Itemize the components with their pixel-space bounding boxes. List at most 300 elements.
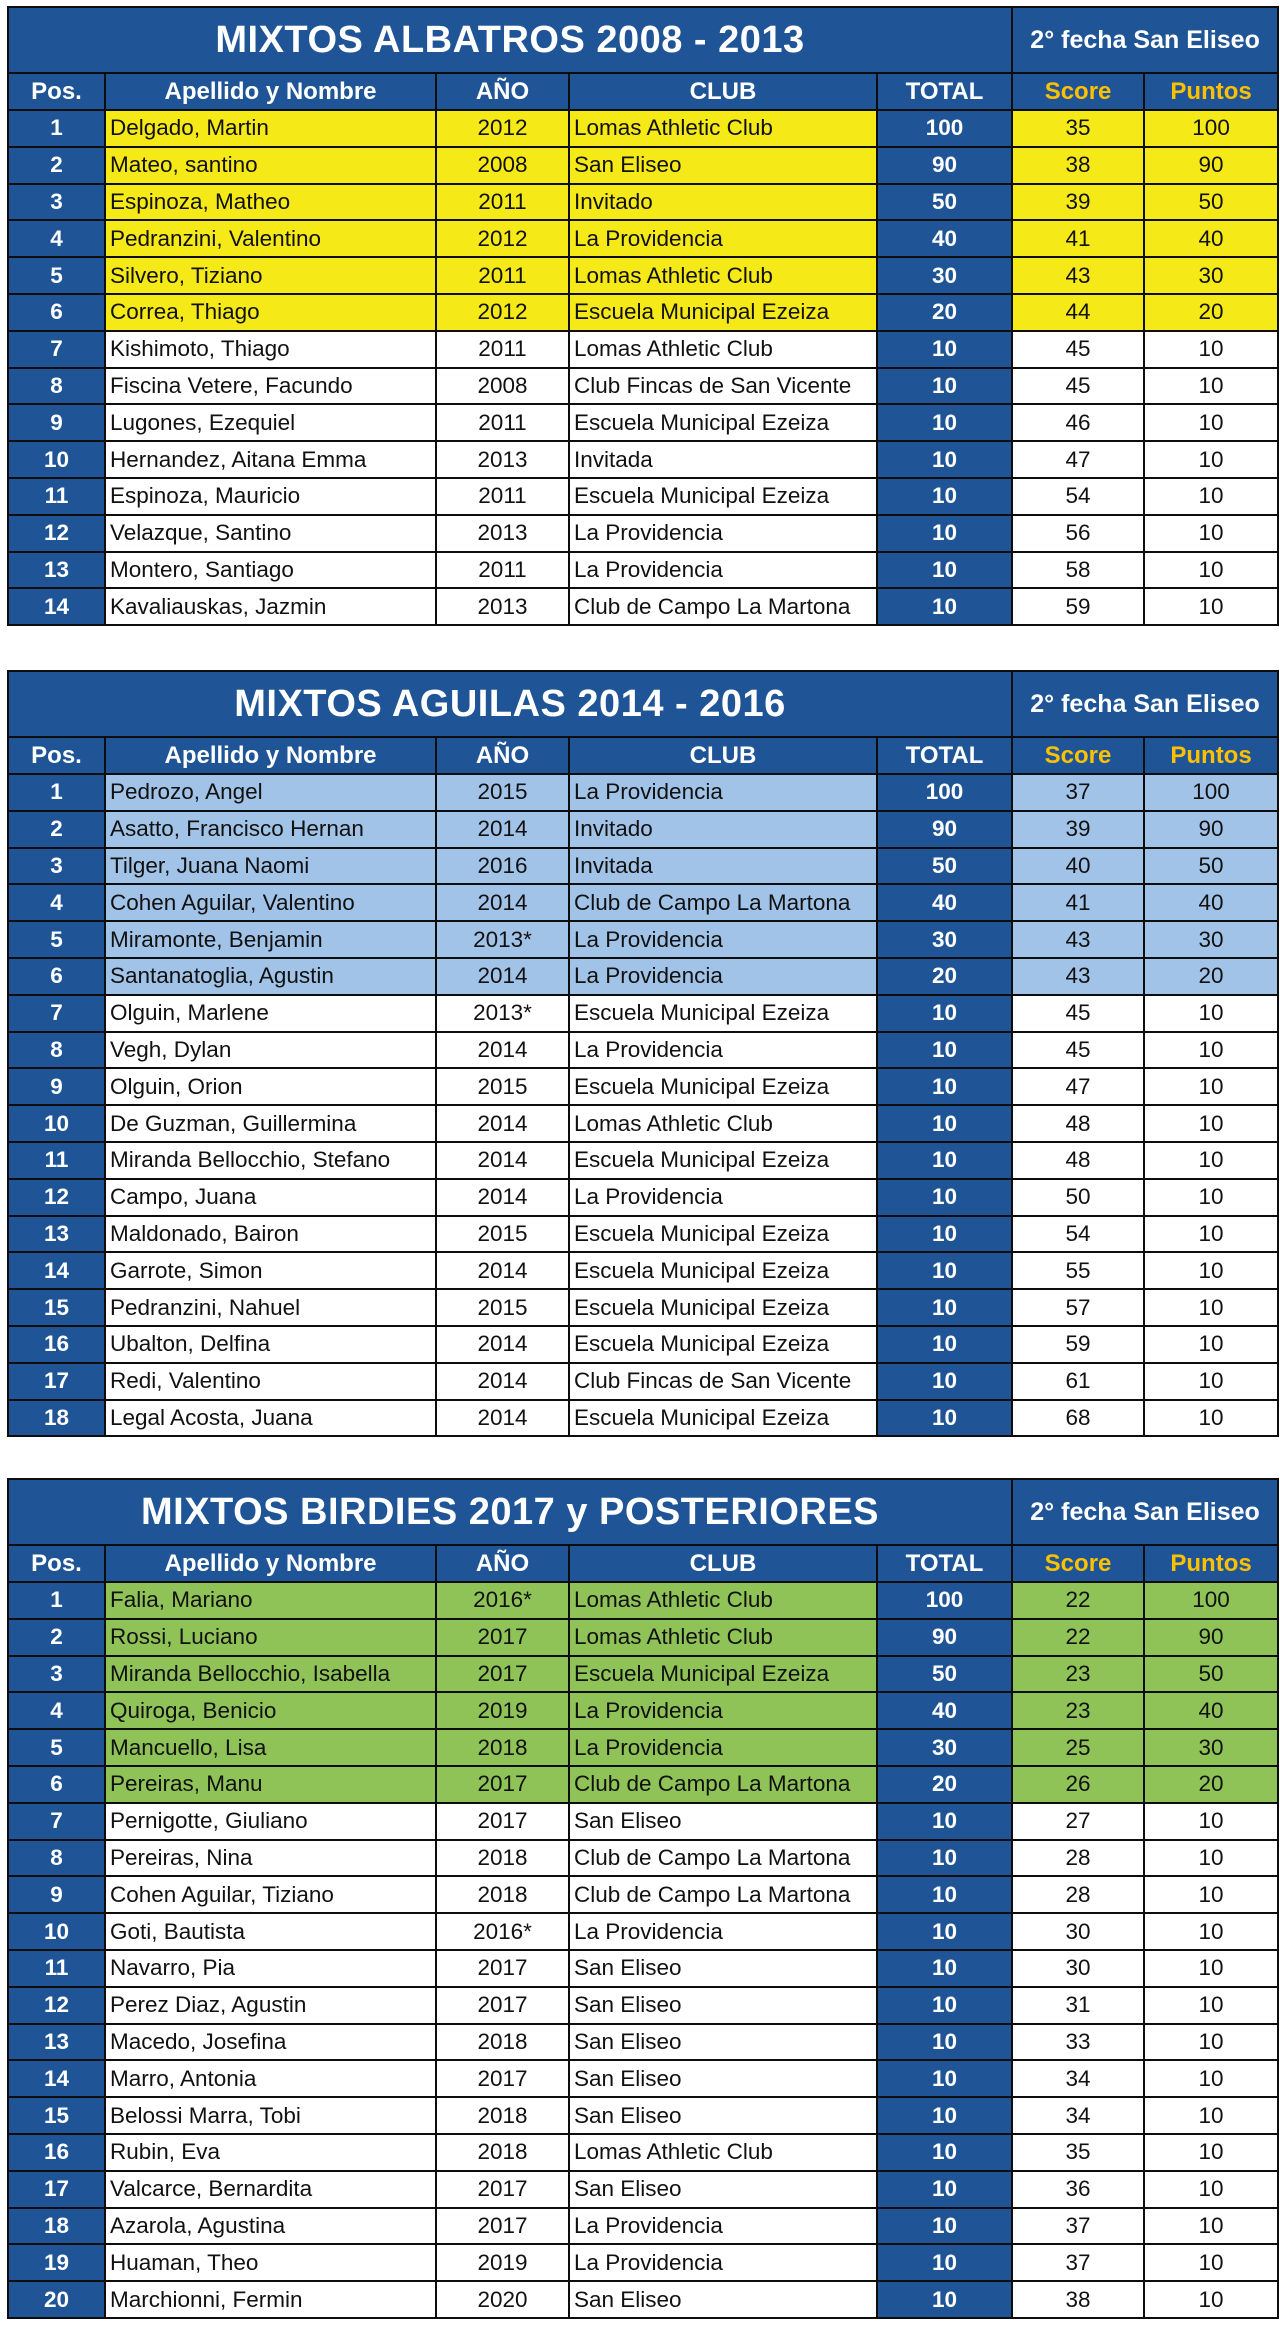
cell-pos: 4 [8,220,105,257]
header-pos: Pos. [8,737,105,774]
cell-ano: 2015 [436,1216,569,1253]
cell-pos: 13 [8,2024,105,2061]
cell-club: La Providencia [569,1692,877,1729]
cell-club: La Providencia [569,220,877,257]
cell-puntos: 10 [1144,1289,1278,1326]
cell-name: Belossi Marra, Tobi [105,2097,436,2134]
table-row [8,2281,1278,2318]
table-row [8,921,1278,958]
cell-puntos: 10 [1144,368,1278,405]
cell-club: La Providencia [569,2208,877,2245]
header-club: CLUB [569,1545,877,1582]
cell-puntos: 10 [1144,1142,1278,1179]
cell-total: 10 [877,2281,1012,2318]
cell-score: 50 [1012,1179,1144,1216]
cell-pos: 12 [8,1179,105,1216]
cell-name: Vegh, Dylan [105,1032,436,1069]
cell-puntos: 10 [1144,1363,1278,1400]
cell-name: Pereiras, Manu [105,1766,436,1803]
cell-total: 10 [877,1400,1012,1437]
header-name: Apellido y Nombre [105,737,436,774]
cell-pos: 5 [8,257,105,294]
table-row [8,848,1278,885]
cell-puntos: 10 [1144,1068,1278,1105]
cell-club: Escuela Municipal Ezeiza [569,995,877,1032]
cell-puntos: 40 [1144,220,1278,257]
cell-score: 37 [1012,774,1144,811]
cell-puntos: 90 [1144,147,1278,184]
cell-total: 10 [877,1216,1012,1253]
cell-total: 10 [877,404,1012,441]
cell-name: Olguin, Orion [105,1068,436,1105]
cell-puntos: 10 [1144,1913,1278,1950]
cell-score: 30 [1012,1913,1144,1950]
cell-total: 10 [877,1876,1012,1913]
cell-total: 20 [877,1766,1012,1803]
column-header-row [8,1545,1278,1582]
cell-score: 37 [1012,2244,1144,2281]
cell-name: Azarola, Agustina [105,2208,436,2245]
cell-ano: 2016* [436,1913,569,1950]
cell-puntos: 90 [1144,1619,1278,1656]
cell-puntos: 10 [1144,2060,1278,2097]
column-header-row [8,737,1278,774]
header-score: Score [1012,1545,1144,1582]
cell-score: 54 [1012,478,1144,515]
cell-ano: 2014 [436,1142,569,1179]
table-row [8,1363,1278,1400]
cell-total: 10 [877,1179,1012,1216]
cell-club: La Providencia [569,2244,877,2281]
cell-pos: 9 [8,1068,105,1105]
table-row [8,2134,1278,2171]
cell-ano: 2015 [436,774,569,811]
cell-total: 10 [877,1987,1012,2024]
cell-total: 40 [877,220,1012,257]
cell-ano: 2008 [436,368,569,405]
cell-puntos: 10 [1144,2208,1278,2245]
table-row [8,958,1278,995]
cell-score: 43 [1012,257,1144,294]
cell-pos: 14 [8,1252,105,1289]
cell-name: Mancuello, Lisa [105,1729,436,1766]
cell-club: Escuela Municipal Ezeiza [569,1216,877,1253]
section-title: MIXTOS BIRDIES 2017 y POSTERIORES [8,1479,1012,1545]
cell-ano: 2011 [436,552,569,589]
cell-total: 10 [877,2060,1012,2097]
header-puntos: Puntos [1144,737,1278,774]
cell-puntos: 10 [1144,441,1278,478]
cell-total: 10 [877,368,1012,405]
cell-club: Escuela Municipal Ezeiza [569,1656,877,1693]
cell-pos: 16 [8,2134,105,2171]
cell-ano: 2014 [436,1326,569,1363]
cell-name: Valcarce, Bernardita [105,2171,436,2208]
cell-total: 10 [877,995,1012,1032]
cell-puntos: 10 [1144,1876,1278,1913]
cell-club: Club Fincas de San Vicente [569,368,877,405]
table-row [8,441,1278,478]
cell-score: 45 [1012,368,1144,405]
cell-club: Escuela Municipal Ezeiza [569,478,877,515]
cell-puntos: 30 [1144,1729,1278,1766]
cell-ano: 2014 [436,1363,569,1400]
header-score: Score [1012,73,1144,110]
cell-club: San Eliseo [569,2171,877,2208]
table-row [8,1032,1278,1069]
cell-pos: 1 [8,774,105,811]
cell-name: Pereiras, Nina [105,1840,436,1877]
cell-score: 34 [1012,2060,1144,2097]
cell-club: La Providencia [569,552,877,589]
fecha-label: 2° fecha San Eliseo [1012,671,1278,737]
cell-ano: 2012 [436,110,569,147]
cell-pos: 9 [8,404,105,441]
table-row [8,552,1278,589]
cell-name: Fiscina Vetere, Facundo [105,368,436,405]
header-pos: Pos. [8,1545,105,1582]
column-header-row [8,73,1278,110]
cell-club: La Providencia [569,921,877,958]
cell-ano: 2018 [436,2024,569,2061]
cell-score: 36 [1012,2171,1144,2208]
cell-score: 43 [1012,958,1144,995]
cell-pos: 15 [8,1289,105,1326]
cell-puntos: 10 [1144,1950,1278,1987]
table-row [8,404,1278,441]
cell-ano: 2017 [436,1803,569,1840]
table-row [8,1105,1278,1142]
cell-name: Miramonte, Benjamin [105,921,436,958]
cell-name: Cohen Aguilar, Valentino [105,884,436,921]
cell-ano: 2012 [436,294,569,331]
table-row [8,1987,1278,2024]
cell-ano: 2011 [436,404,569,441]
cell-score: 28 [1012,1876,1144,1913]
cell-puntos: 20 [1144,958,1278,995]
cell-total: 50 [877,1656,1012,1693]
cell-pos: 4 [8,884,105,921]
cell-puntos: 10 [1144,1326,1278,1363]
cell-name: Espinoza, Matheo [105,184,436,221]
cell-score: 39 [1012,184,1144,221]
cell-club: La Providencia [569,515,877,552]
table-row [8,220,1278,257]
standings-table-3 [7,1478,1277,2319]
cell-score: 43 [1012,921,1144,958]
cell-total: 10 [877,1913,1012,1950]
table-row [8,2208,1278,2245]
cell-name: Redi, Valentino [105,1363,436,1400]
cell-pos: 6 [8,294,105,331]
cell-total: 100 [877,1582,1012,1619]
cell-total: 40 [877,1692,1012,1729]
table-row [8,110,1278,147]
cell-puntos: 10 [1144,2097,1278,2134]
fecha-label: 2° fecha San Eliseo [1012,1479,1278,1545]
cell-puntos: 10 [1144,552,1278,589]
cell-total: 40 [877,884,1012,921]
table-row [8,2060,1278,2097]
section-title: MIXTOS AGUILAS 2014 - 2016 [8,671,1012,737]
cell-ano: 2017 [436,2208,569,2245]
cell-total: 20 [877,294,1012,331]
table-row [8,995,1278,1032]
cell-ano: 2013 [436,515,569,552]
cell-club: Club de Campo La Martona [569,1766,877,1803]
cell-pos: 17 [8,1363,105,1400]
cell-name: Cohen Aguilar, Tiziano [105,1876,436,1913]
cell-score: 57 [1012,1289,1144,1326]
cell-pos: 8 [8,368,105,405]
cell-club: Lomas Athletic Club [569,1582,877,1619]
standings-table-1 [7,6,1277,626]
cell-total: 100 [877,110,1012,147]
table-row [8,884,1278,921]
cell-ano: 2013* [436,995,569,1032]
cell-name: Legal Acosta, Juana [105,1400,436,1437]
cell-pos: 11 [8,1950,105,1987]
cell-name: Navarro, Pia [105,1950,436,1987]
table-row [8,1216,1278,1253]
table-row [8,1326,1278,1363]
table-row [8,1656,1278,1693]
cell-ano: 2018 [436,2134,569,2171]
cell-score: 34 [1012,2097,1144,2134]
cell-score: 47 [1012,1068,1144,1105]
cell-total: 10 [877,441,1012,478]
cell-ano: 2017 [436,1619,569,1656]
cell-name: Mateo, santino [105,147,436,184]
table-row [8,1803,1278,1840]
cell-ano: 2015 [436,1068,569,1105]
cell-ano: 2014 [436,958,569,995]
cell-total: 90 [877,147,1012,184]
cell-name: Silvero, Tiziano [105,257,436,294]
header-total: TOTAL [877,1545,1012,1582]
cell-club: San Eliseo [569,147,877,184]
cell-name: Espinoza, Mauricio [105,478,436,515]
cell-name: Lugones, Ezequiel [105,404,436,441]
standings-table-2 [7,670,1277,1437]
table-row [8,1766,1278,1803]
cell-pos: 5 [8,1729,105,1766]
cell-ano: 2017 [436,1987,569,2024]
cell-total: 10 [877,2097,1012,2134]
cell-total: 20 [877,958,1012,995]
cell-score: 58 [1012,552,1144,589]
cell-puntos: 10 [1144,1840,1278,1877]
cell-total: 30 [877,921,1012,958]
cell-name: Pedranzini, Nahuel [105,1289,436,1326]
cell-ano: 2017 [436,1950,569,1987]
cell-pos: 3 [8,848,105,885]
table-row [8,1692,1278,1729]
cell-name: Kishimoto, Thiago [105,331,436,368]
cell-total: 10 [877,2024,1012,2061]
cell-name: De Guzman, Guillermina [105,1105,436,1142]
cell-pos: 15 [8,2097,105,2134]
table-row [8,294,1278,331]
cell-pos: 5 [8,921,105,958]
cell-puntos: 10 [1144,1105,1278,1142]
cell-puntos: 10 [1144,1032,1278,1069]
cell-score: 56 [1012,515,1144,552]
cell-score: 28 [1012,1840,1144,1877]
cell-pos: 18 [8,1400,105,1437]
cell-club: Lomas Athletic Club [569,331,877,368]
cell-score: 61 [1012,1363,1144,1400]
cell-ano: 2014 [436,1179,569,1216]
cell-score: 35 [1012,110,1144,147]
table-row [8,1142,1278,1179]
cell-club: Club Fincas de San Vicente [569,1363,877,1400]
cell-pos: 8 [8,1840,105,1877]
cell-club: Invitada [569,848,877,885]
cell-name: Pedrozo, Angel [105,774,436,811]
cell-ano: 2014 [436,1252,569,1289]
cell-puntos: 10 [1144,404,1278,441]
cell-score: 59 [1012,1326,1144,1363]
cell-ano: 2014 [436,1400,569,1437]
cell-score: 48 [1012,1142,1144,1179]
cell-club: Escuela Municipal Ezeiza [569,294,877,331]
cell-ano: 2018 [436,1876,569,1913]
cell-total: 10 [877,2134,1012,2171]
cell-club: Lomas Athletic Club [569,1105,877,1142]
cell-score: 38 [1012,147,1144,184]
cell-pos: 6 [8,958,105,995]
cell-puntos: 100 [1144,110,1278,147]
cell-total: 10 [877,1803,1012,1840]
cell-ano: 2014 [436,1032,569,1069]
cell-total: 10 [877,1105,1012,1142]
table-row [8,1729,1278,1766]
cell-name: Marro, Antonia [105,2060,436,2097]
cell-pos: 10 [8,441,105,478]
cell-ano: 2017 [436,2171,569,2208]
cell-score: 39 [1012,811,1144,848]
cell-puntos: 10 [1144,2171,1278,2208]
table-row [8,1179,1278,1216]
cell-pos: 14 [8,588,105,625]
cell-puntos: 10 [1144,478,1278,515]
cell-score: 45 [1012,1032,1144,1069]
cell-name: Rubin, Eva [105,2134,436,2171]
cell-club: San Eliseo [569,2060,877,2097]
cell-score: 23 [1012,1656,1144,1693]
table-row [8,184,1278,221]
table-row [8,2097,1278,2134]
cell-puntos: 10 [1144,1987,1278,2024]
cell-pos: 13 [8,552,105,589]
header-pos: Pos. [8,73,105,110]
cell-club: San Eliseo [569,1803,877,1840]
cell-pos: 8 [8,1032,105,1069]
cell-club: San Eliseo [569,2097,877,2134]
cell-score: 68 [1012,1400,1144,1437]
cell-score: 26 [1012,1766,1144,1803]
cell-score: 41 [1012,220,1144,257]
cell-pos: 16 [8,1326,105,1363]
cell-club: Lomas Athletic Club [569,2134,877,2171]
cell-name: Miranda Bellocchio, Stefano [105,1142,436,1179]
cell-ano: 2017 [436,1766,569,1803]
cell-puntos: 20 [1144,294,1278,331]
header-total: TOTAL [877,737,1012,774]
cell-total: 10 [877,1252,1012,1289]
cell-puntos: 100 [1144,774,1278,811]
cell-club: La Providencia [569,1913,877,1950]
cell-name: Huaman, Theo [105,2244,436,2281]
cell-total: 50 [877,848,1012,885]
cell-puntos: 50 [1144,1656,1278,1693]
cell-score: 41 [1012,884,1144,921]
cell-club: Club de Campo La Martona [569,1876,877,1913]
cell-name: Macedo, Josefina [105,2024,436,2061]
cell-pos: 7 [8,995,105,1032]
header-ano: AÑO [436,73,569,110]
cell-puntos: 10 [1144,1179,1278,1216]
table-row [8,147,1278,184]
table-row [8,515,1278,552]
cell-ano: 2013 [436,441,569,478]
cell-score: 55 [1012,1252,1144,1289]
cell-puntos: 10 [1144,1252,1278,1289]
cell-ano: 2017 [436,2060,569,2097]
cell-pos: 17 [8,2171,105,2208]
cell-puntos: 50 [1144,848,1278,885]
cell-ano: 2017 [436,1656,569,1693]
cell-name: Garrote, Simon [105,1252,436,1289]
table-row [8,811,1278,848]
cell-club: Escuela Municipal Ezeiza [569,1400,877,1437]
cell-puntos: 10 [1144,1803,1278,1840]
cell-pos: 10 [8,1913,105,1950]
cell-total: 10 [877,331,1012,368]
cell-score: 37 [1012,2208,1144,2245]
cell-puntos: 10 [1144,2244,1278,2281]
cell-puntos: 10 [1144,1400,1278,1437]
cell-ano: 2008 [436,147,569,184]
cell-total: 10 [877,1032,1012,1069]
cell-total: 10 [877,1363,1012,1400]
cell-puntos: 10 [1144,1216,1278,1253]
cell-total: 10 [877,1068,1012,1105]
cell-score: 48 [1012,1105,1144,1142]
cell-puntos: 90 [1144,811,1278,848]
cell-score: 25 [1012,1729,1144,1766]
table-row [8,2244,1278,2281]
cell-total: 10 [877,2208,1012,2245]
cell-pos: 7 [8,331,105,368]
cell-pos: 2 [8,811,105,848]
cell-score: 23 [1012,1692,1144,1729]
table-row [8,257,1278,294]
cell-score: 44 [1012,294,1144,331]
cell-pos: 11 [8,478,105,515]
cell-total: 30 [877,257,1012,294]
cell-pos: 14 [8,2060,105,2097]
table-row [8,1950,1278,1987]
cell-puntos: 10 [1144,995,1278,1032]
cell-total: 10 [877,1840,1012,1877]
cell-pos: 4 [8,1692,105,1729]
cell-total: 10 [877,1289,1012,1326]
cell-name: Tilger, Juana Naomi [105,848,436,885]
cell-club: Lomas Athletic Club [569,1619,877,1656]
table-row [8,1400,1278,1437]
